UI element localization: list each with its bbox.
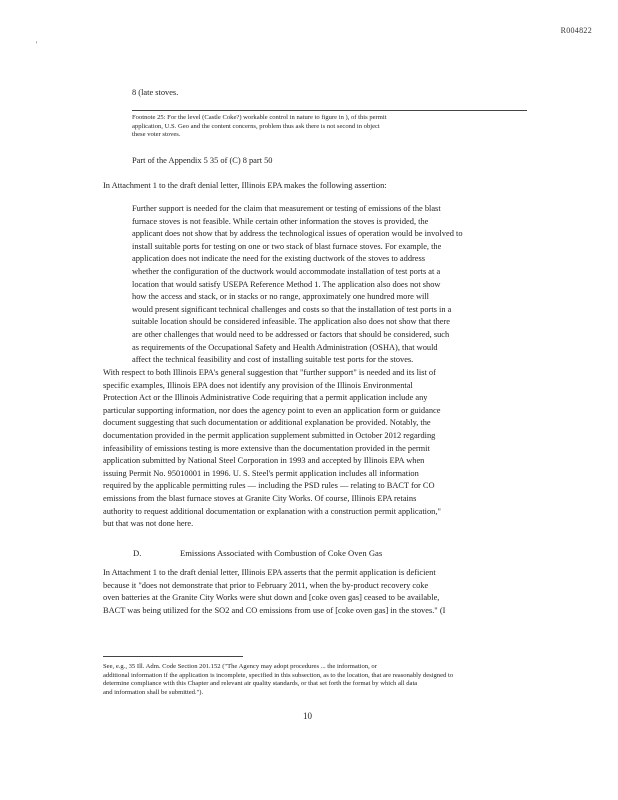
corner-mark: ' <box>36 40 38 49</box>
attachment-intro: In Attachment 1 to the draft denial letter, Illinois EPA makes the following assertion: <box>103 181 387 190</box>
quote-line: applicant does not show that by address the technological issues of operation would be involved to <box>132 229 463 239</box>
quote-line: suitable location should be considered infeasible. The application also does not show that there <box>132 317 451 327</box>
bates-number: R004822 <box>560 26 592 35</box>
paragraph-line: BACT was being utilized for the SO2 and CO emissions from use of [coke oven gas] in the stoves." (I <box>103 605 446 615</box>
upper-footnote-line: these voter stoves. <box>132 131 181 139</box>
block-quote <box>132 203 538 367</box>
quote-line: furnace stoves is not feasible. While certain other information the stoves is provided, the <box>132 216 429 226</box>
quote-line: affect the technical feasibility and cost of installing suitable test ports for the stoves. <box>132 355 414 365</box>
footnote <box>103 663 551 697</box>
citation-block <box>132 155 538 168</box>
footnote-line: determine compliance with this Chapter and relevant air quality standards, or that set forth the format by which all data <box>103 680 418 688</box>
attachment-intro-block <box>103 180 551 193</box>
quote-line: application does not indicate the need for the existing ductwork of the stoves to address <box>132 254 426 264</box>
footnote-line: See, e.g., 35 Ill. Adm. Code Section 201.152 ("The Agency may adopt procedures ... the information, or <box>103 663 377 670</box>
paragraph-two <box>103 567 551 617</box>
quote-line: location that would satisfy USEPA Reference Method 1. The application also does not show <box>132 279 441 289</box>
quote-line: are other challenges that would need to be addressed or factors that should be considered, such <box>132 329 450 339</box>
paragraph-line: infeasibility of emissions testing is more extensive than the documentation provided in the permit <box>103 443 430 453</box>
intro-line-block <box>132 87 538 100</box>
footnote-line: and information shall be submitted."). <box>103 688 204 696</box>
paragraph-line: emissions from the blast furnace stoves at Granite City Works. Of course, Illinois EPA retains <box>103 493 417 503</box>
section-title: Emissions Associated with Combustion of Coke Oven Gas <box>180 548 383 558</box>
paragraph-line: particular supporting information, nor does the agency point to even an application form or guidance <box>103 405 441 415</box>
paragraph-line: application submitted by National Steel Corporation in 1993 and accepted by Illinois EPA when <box>103 456 425 466</box>
quote-line: how the access and stack, or in stacks or no range, approximately one hundred more will <box>132 292 429 302</box>
footnote-rule <box>103 656 243 657</box>
page-number: 10 <box>303 711 312 721</box>
paragraph-line: specific examples, Illinois EPA does not identify any provision of the Illinois Environmental <box>103 380 413 390</box>
quote-line: as requirements of the Occupational Safety and Health Administration (OSHA), that would <box>132 342 438 352</box>
paragraph-one <box>103 367 551 531</box>
upper-footnote-line: Footnote 25: For the level (Castle Coke?) workable control in nature to figure in ), of this permit <box>132 114 387 121</box>
intro-line: 8 (late stoves. <box>132 88 179 97</box>
paragraph-line: In Attachment 1 to the draft denial letter, Illinois EPA asserts that the permit application is deficient <box>103 568 436 577</box>
paragraph-line: With respect to both Illinois EPA's general suggestion that "further support" is needed and its list of <box>103 368 436 377</box>
paragraph-line: because it "does not demonstrate that prior to February 2011, when the by-product recovery coke <box>103 580 429 590</box>
paragraph-line: required by the applicable permitting rules — including the PSD rules — relating to BACT for CO <box>103 481 435 491</box>
quote-line: Further support is needed for the claim that measurement or testing of emissions of the blast <box>132 204 441 213</box>
upper-footnote-block <box>132 114 538 140</box>
section-letter: D. <box>133 548 142 558</box>
paragraph-line: document suggesting that such documentation or additional explanation be provided. Notably, the <box>103 418 431 428</box>
paragraph-line: issuing Permit No. 95010001 in 1996. U. S. Steel's permit application includes all information <box>103 468 419 478</box>
quote-line: install suitable ports for testing on one or two stack of blast furnace stoves. For example, the <box>132 241 442 251</box>
paragraph-line: Protection Act or the Illinois Administrative Code requiring that a permit application include any <box>103 393 428 403</box>
paragraph-line: oven batteries at the Granite City Works were shut down and [coke oven gas] ceased to be available, <box>103 593 440 603</box>
footnote-divider <box>132 110 527 111</box>
quote-line: whether the configuration of the ductwork would accommodate installation of test ports at a <box>132 266 441 276</box>
paragraph-line: documentation provided in the permit application supplement submitted in October 2012 regarding <box>103 430 436 440</box>
citation-line: Part of the Appendix 5 35 of (C) 8 part 50 <box>132 156 273 165</box>
footnote-line: additional information if the application is incomplete, specified in this subsection, as to the location, that are reasonably designed to <box>103 671 454 679</box>
upper-footnote-line: application, U.S. Geo and the content concerns, problem thus ask there is not second in object <box>132 122 380 130</box>
quote-line: would present significant technical challenges and costs so that the installation of test ports in a <box>132 304 452 314</box>
paragraph-line: but that was not done here. <box>103 519 194 529</box>
paragraph-line: authority to request additional documentation or explanation with a construction permit application," <box>103 506 441 516</box>
